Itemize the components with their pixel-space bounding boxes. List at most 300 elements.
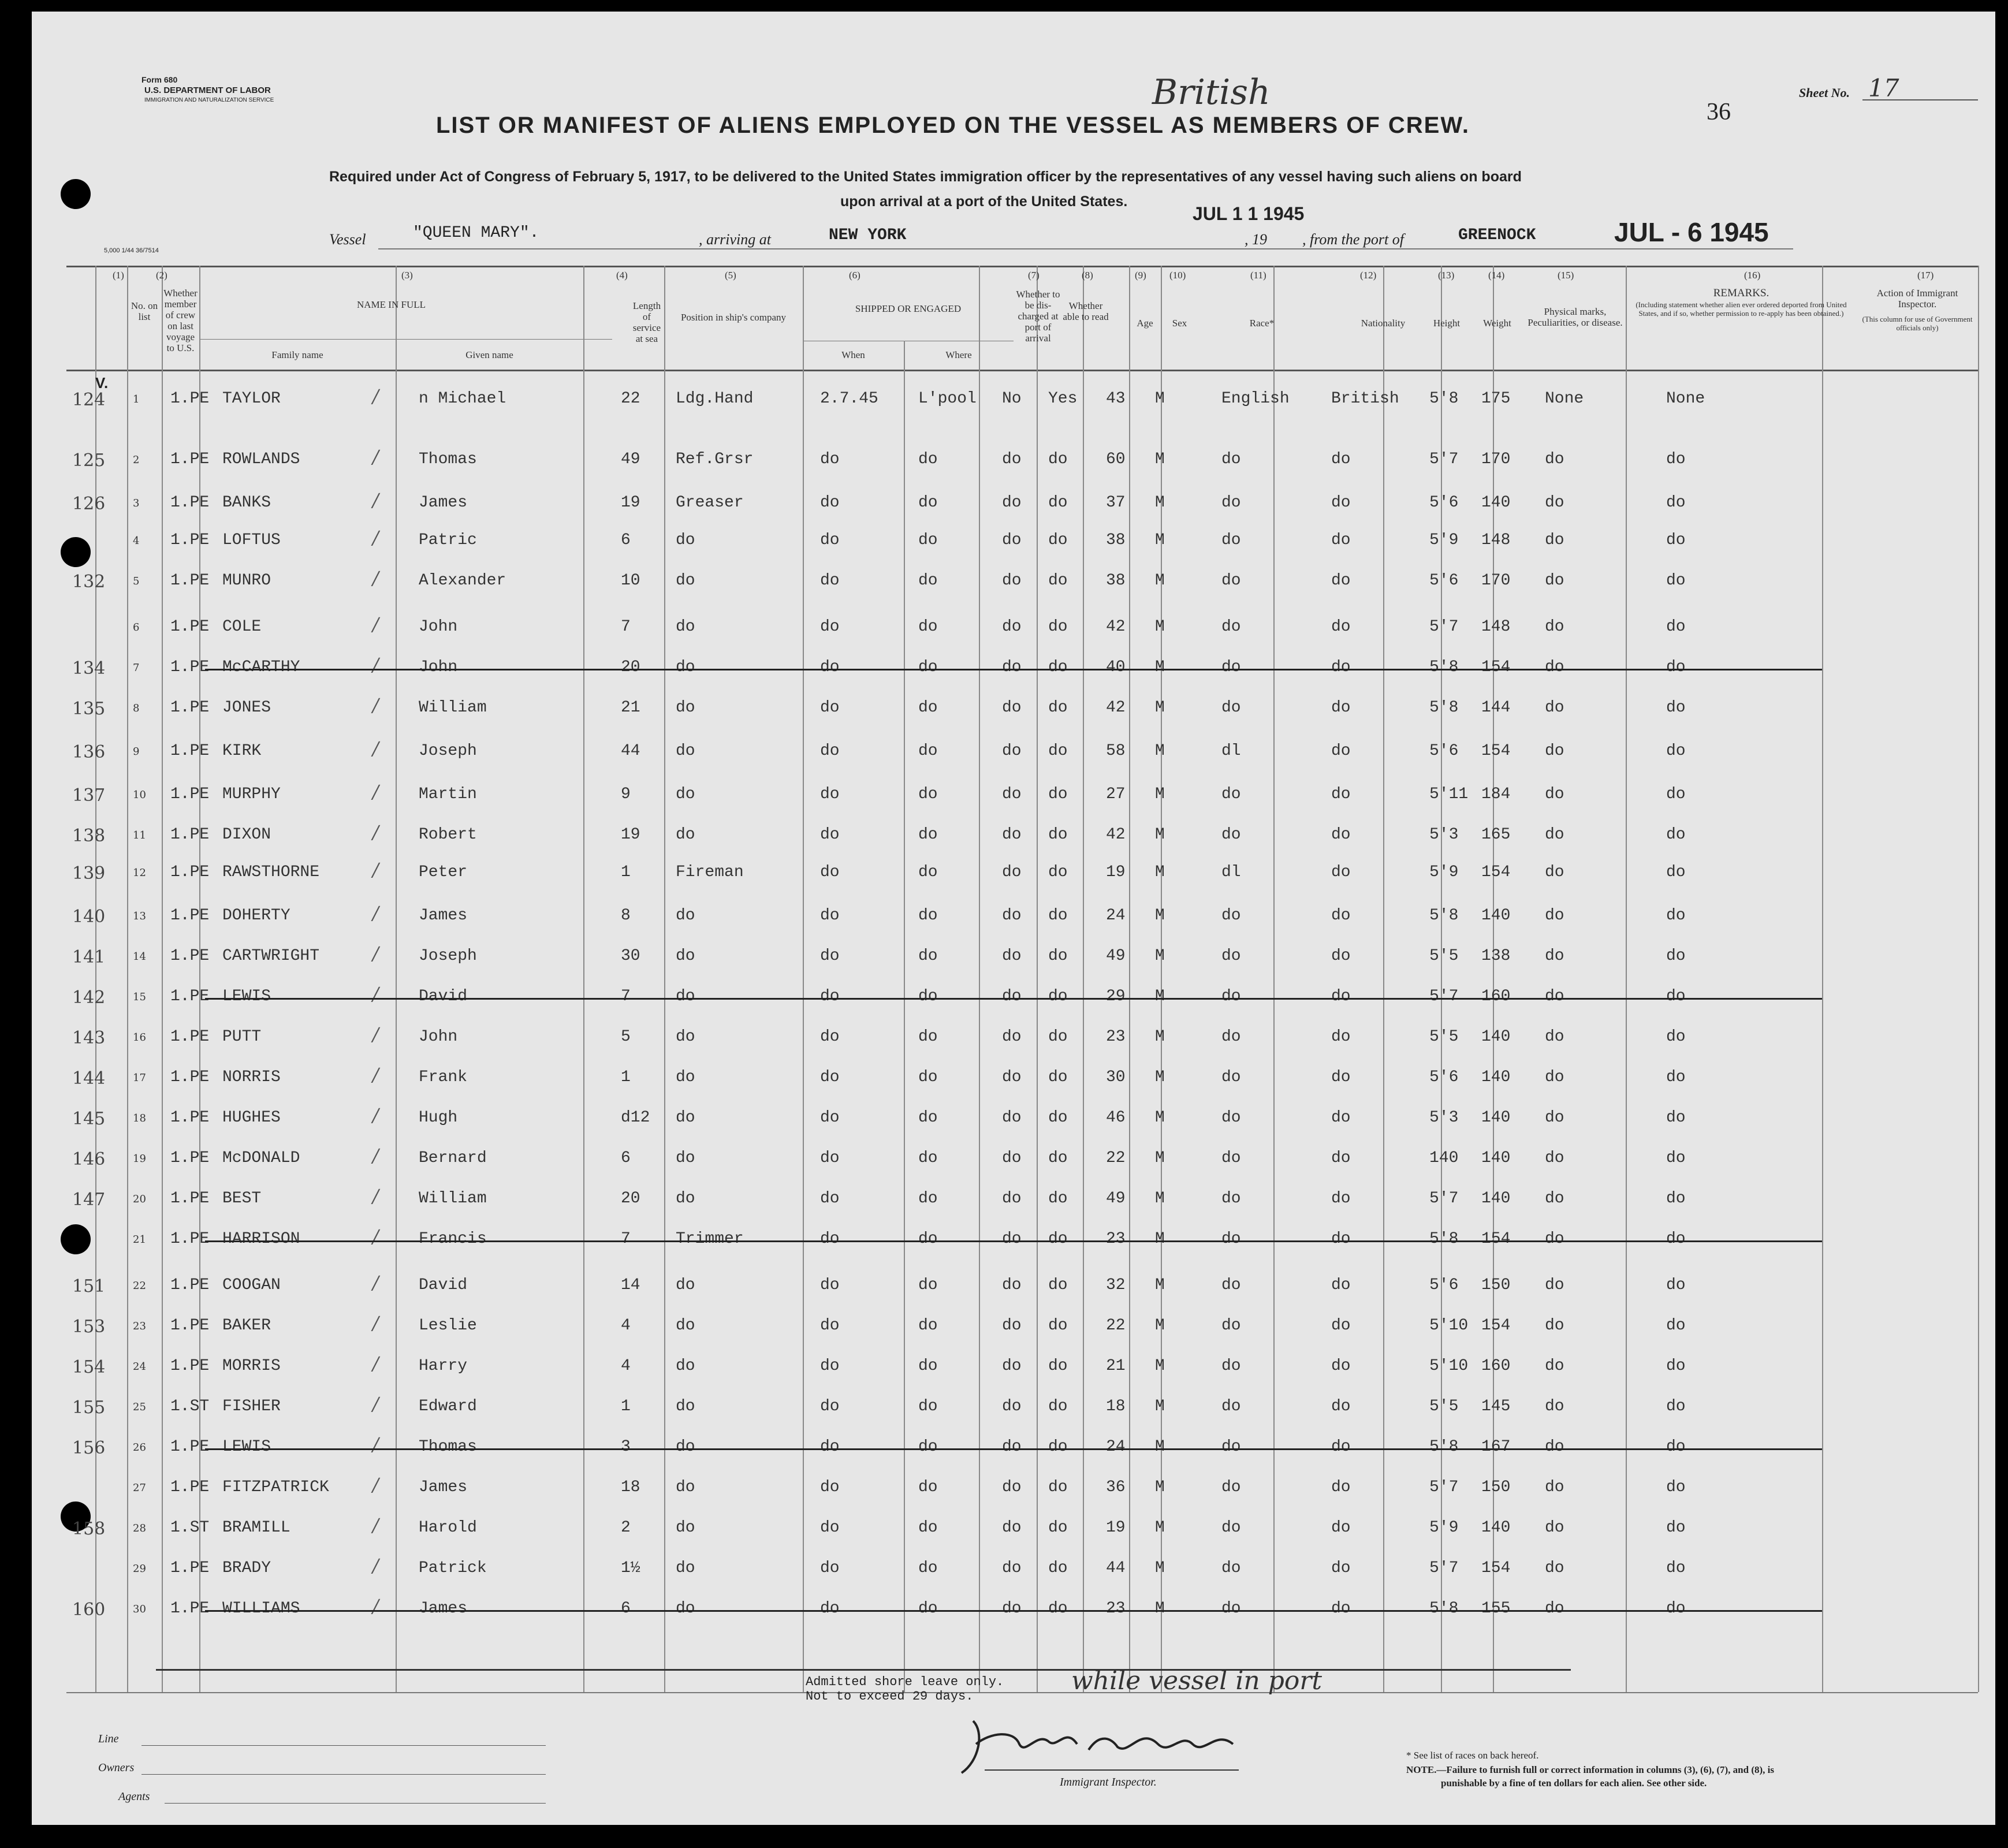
last-voyage-cell: 1.PE — [170, 1068, 210, 1086]
able-to-read-cell: do — [1048, 742, 1068, 760]
list-number: 21 — [133, 1234, 146, 1246]
race-cell: do — [1221, 1068, 1241, 1086]
sex-cell: M — [1155, 1149, 1165, 1167]
able-to-read-cell: do — [1048, 863, 1068, 881]
age-cell: 60 — [1106, 450, 1126, 468]
weight-cell: 160 — [1481, 988, 1511, 1005]
service-length-cell: 1 — [621, 1398, 631, 1415]
able-to-read-cell: do — [1048, 1438, 1068, 1456]
discharged-cell: do — [1002, 618, 1022, 636]
remarks-cell: do — [1666, 907, 1686, 925]
note-line-2: punishable by a fine of ten dollars for each alien. See other side. — [1441, 1778, 1707, 1789]
discharged-cell: do — [1002, 450, 1022, 468]
nationality-cell: do — [1331, 1478, 1351, 1496]
given-name-cell: Joseph — [419, 742, 477, 760]
sheet-ref-number: 151 — [72, 1276, 106, 1296]
check-mark-icon: / — [372, 1514, 379, 1536]
height-cell: 5'7 — [1429, 618, 1459, 636]
given-name-cell: William — [419, 1190, 487, 1208]
col-discharged-header: Whether to be dis-charged at port of arrival — [1016, 289, 1060, 344]
list-number: 11 — [133, 829, 146, 841]
check-mark-icon: / — [372, 1023, 379, 1045]
nationality-cell: do — [1331, 658, 1351, 676]
physical-marks-cell: do — [1545, 785, 1564, 803]
height-cell: 5'6 — [1429, 1068, 1459, 1086]
able-to-read-cell: do — [1048, 1276, 1068, 1294]
height-cell: 5'3 — [1429, 826, 1459, 844]
list-number: 15 — [133, 991, 146, 1003]
punch-hole — [61, 179, 91, 209]
check-mark-icon: / — [372, 1145, 379, 1167]
height-cell: 5'10 — [1429, 1317, 1469, 1335]
given-name-cell: James — [419, 1600, 468, 1618]
check-mark-icon: / — [372, 446, 379, 468]
position-cell: do — [676, 531, 695, 549]
weight-cell: 138 — [1481, 947, 1511, 965]
service-length-cell: 6 — [621, 531, 631, 549]
last-voyage-cell: 1.PE — [170, 988, 210, 1005]
race-cell: do — [1221, 618, 1241, 636]
position-cell: do — [676, 826, 695, 844]
last-voyage-cell: 1.PE — [170, 1438, 210, 1456]
col7-number: (7) — [1028, 270, 1040, 281]
check-mark-icon: / — [372, 1104, 379, 1126]
col12-number: (12) — [1360, 270, 1377, 281]
strike-through-line — [205, 1240, 1822, 1242]
shipped-when-cell: do — [820, 947, 840, 965]
last-voyage-cell: 1.PE — [170, 826, 210, 844]
sex-cell: M — [1155, 1109, 1165, 1127]
requirement-line-1: Required under Act of Congress of February 5, 1917, to be delivered to the United States immigration officer by the representatives of any vessel having such aliens on board — [329, 169, 1522, 185]
remarks-cell: do — [1666, 863, 1686, 881]
sex-cell: M — [1155, 988, 1165, 1005]
service-length-cell: d12 — [621, 1109, 650, 1127]
position-cell: do — [676, 742, 695, 760]
list-number: 22 — [133, 1280, 146, 1292]
able-to-read-cell: do — [1048, 1519, 1068, 1537]
age-cell: 40 — [1106, 658, 1126, 676]
last-voyage-cell: 1.PE — [170, 1190, 210, 1208]
able-to-read-cell: do — [1048, 1317, 1068, 1335]
col8-number: (8) — [1082, 270, 1093, 281]
arriving-port: NEW YORK — [829, 226, 907, 244]
last-voyage-cell: 1.PE — [170, 572, 210, 590]
last-voyage-cell: 1.PE — [170, 1478, 210, 1496]
discharged-cell: do — [1002, 1317, 1022, 1335]
age-cell: 49 — [1106, 947, 1126, 965]
list-number: 7 — [133, 662, 140, 674]
list-number: 2 — [133, 454, 140, 466]
last-voyage-cell: 1.PE — [170, 699, 210, 717]
sheet-ref-number: 141 — [72, 947, 106, 967]
last-voyage-cell: 1.PE — [170, 785, 210, 803]
weight-cell: 155 — [1481, 1600, 1511, 1618]
service-length-cell: 19 — [621, 494, 640, 512]
last-voyage-cell: 1.PE — [170, 947, 210, 965]
height-cell: 5'5 — [1429, 947, 1459, 965]
physical-marks-cell: do — [1545, 1109, 1564, 1127]
service-length-cell: 7 — [621, 1230, 631, 1248]
list-number: 28 — [133, 1522, 146, 1534]
given-name-cell: John — [419, 618, 458, 636]
sheet-number: 17 — [1868, 74, 1899, 102]
family-name-cell: McDONALD — [222, 1149, 300, 1167]
physical-marks-cell: do — [1545, 742, 1564, 760]
family-name-cell: TAYLOR — [222, 390, 281, 408]
given-name-cell: Frank — [419, 1068, 468, 1086]
vessel-label: Vessel — [329, 231, 366, 248]
weight-cell: 148 — [1481, 618, 1511, 636]
discharged-cell: do — [1002, 572, 1022, 590]
weight-cell: 160 — [1481, 1357, 1511, 1375]
race-cell: do — [1221, 1276, 1241, 1294]
family-name-cell: LEWIS — [222, 988, 271, 1005]
position-cell: do — [676, 1149, 695, 1167]
check-mark-icon: / — [372, 821, 379, 843]
age-cell: 58 — [1106, 742, 1126, 760]
col-last-voyage-header: Whether member of crew on last voyage to U.S. — [163, 288, 198, 353]
last-voyage-cell: 1.PE — [170, 1109, 210, 1127]
physical-marks-cell: do — [1545, 1230, 1564, 1248]
remarks-cell: do — [1666, 1028, 1686, 1046]
weight-cell: 140 — [1481, 1190, 1511, 1208]
given-name-cell: James — [419, 907, 468, 925]
check-mark-icon: / — [372, 1393, 379, 1415]
nationality-cell: do — [1331, 1357, 1351, 1375]
position-cell: do — [676, 1068, 695, 1086]
height-cell: 5'6 — [1429, 742, 1459, 760]
race-cell: do — [1221, 1317, 1241, 1335]
able-to-read-cell: do — [1048, 1230, 1068, 1248]
last-voyage-cell: 1.PE — [170, 1149, 210, 1167]
shipped-where-cell: do — [918, 1028, 938, 1046]
discharged-cell: do — [1002, 1519, 1022, 1537]
sex-cell: M — [1155, 572, 1165, 590]
weight-cell: 154 — [1481, 1559, 1511, 1577]
family-name-cell: JONES — [222, 699, 271, 717]
service-length-cell: 20 — [621, 658, 640, 676]
shipped-where-cell: do — [918, 1317, 938, 1335]
height-cell: 5'6 — [1429, 572, 1459, 590]
handwritten-note: while vessel in port — [1071, 1666, 1322, 1696]
physical-marks-cell: do — [1545, 988, 1564, 1005]
shipped-where-cell: do — [918, 907, 938, 925]
given-name-cell: n Michael — [419, 390, 506, 408]
position-cell: do — [676, 1600, 695, 1618]
nationality-cell: do — [1331, 907, 1351, 925]
able-to-read-cell: do — [1048, 1068, 1068, 1086]
physical-marks-cell: do — [1545, 1478, 1564, 1496]
sex-cell: M — [1155, 947, 1165, 965]
given-name-cell: John — [419, 658, 458, 676]
physical-marks-cell: do — [1545, 907, 1564, 925]
physical-marks-cell: do — [1545, 658, 1564, 676]
height-cell: 5'9 — [1429, 1519, 1459, 1537]
weight-cell: 140 — [1481, 907, 1511, 925]
nationality-cell: do — [1331, 531, 1351, 549]
shipped-where-cell: do — [918, 1438, 938, 1456]
age-cell: 24 — [1106, 907, 1126, 925]
shipped-when-cell: do — [820, 618, 840, 636]
sheet-ref-number: 136 — [72, 742, 106, 762]
col1-number: (1) — [113, 270, 124, 281]
agents-label: Agents — [118, 1790, 150, 1803]
list-number: 4 — [133, 535, 140, 547]
family-name-cell: LOFTUS — [222, 531, 281, 549]
age-cell: 46 — [1106, 1109, 1126, 1127]
sheet-ref-number: 135 — [72, 699, 106, 719]
position-cell: do — [676, 658, 695, 676]
shipped-where-cell: do — [918, 742, 938, 760]
last-voyage-cell: 1.PE — [170, 907, 210, 925]
physical-marks-cell: do — [1545, 947, 1564, 965]
col6-number: (6) — [849, 270, 860, 281]
check-mark-icon: / — [372, 1595, 379, 1617]
owners-label: Owners — [98, 1761, 135, 1774]
sheet-ref-number: 154 — [72, 1357, 106, 1377]
check-mark-icon: / — [372, 859, 379, 881]
shore-leave-limit-stamp: Not to exceed 29 days. — [806, 1689, 974, 1704]
given-name-cell: David — [419, 1276, 468, 1294]
sheet-ref-number: 137 — [72, 785, 106, 806]
age-cell: 44 — [1106, 1559, 1126, 1577]
physical-marks-cell: do — [1545, 1149, 1564, 1167]
age-cell: 23 — [1106, 1230, 1126, 1248]
shipped-where-cell: do — [918, 1357, 938, 1375]
service-length-cell: 6 — [621, 1149, 631, 1167]
physical-marks-cell: do — [1545, 1317, 1564, 1335]
shipped-where-cell: L'pool — [918, 390, 977, 408]
shipped-where-cell: do — [918, 1190, 938, 1208]
last-voyage-cell: 1.PE — [170, 618, 210, 636]
check-mark-icon: / — [372, 1185, 379, 1207]
age-cell: 19 — [1106, 863, 1126, 881]
able-to-read-cell: do — [1048, 494, 1068, 512]
nationality-cell: do — [1331, 1230, 1351, 1248]
sheet-ref-number: 144 — [72, 1068, 106, 1089]
col-position-header: Position in ship's company — [680, 312, 787, 323]
race-cell: do — [1221, 450, 1241, 468]
remarks-cell: do — [1666, 1317, 1686, 1335]
race-cell: do — [1221, 1398, 1241, 1415]
shipped-when-cell: do — [820, 1068, 840, 1086]
height-cell: 5'7 — [1429, 1478, 1459, 1496]
shipped-when-cell: do — [820, 658, 840, 676]
height-cell: 5'9 — [1429, 863, 1459, 881]
col-name-header: NAME IN FULL — [357, 299, 426, 310]
sex-cell: M — [1155, 1190, 1165, 1208]
remarks-cell: do — [1666, 1478, 1686, 1496]
family-name-cell: MUNRO — [222, 572, 271, 590]
col-remarks-header: REMARKS. — [1713, 287, 1769, 299]
col9-number: (9) — [1135, 270, 1146, 281]
position-cell: do — [676, 1109, 695, 1127]
requirement-line-2: upon arrival at a port of the United States. — [840, 193, 1128, 210]
weight-cell: 165 — [1481, 826, 1511, 844]
sheet-ref-number: 158 — [72, 1519, 106, 1539]
weight-cell: 140 — [1481, 1028, 1511, 1046]
sex-cell: M — [1155, 1068, 1165, 1086]
sheet-ref-number: 153 — [72, 1317, 106, 1337]
service-length-cell: 14 — [621, 1276, 640, 1294]
page-title: LIST OR MANIFEST OF ALIENS EMPLOYED ON THE VESSEL AS MEMBERS OF CREW. — [436, 113, 1470, 138]
print-code: 5,000 1/44 36/7514 — [104, 247, 159, 254]
sex-cell: M — [1155, 742, 1165, 760]
shipped-when-cell: do — [820, 1600, 840, 1618]
race-cell: do — [1221, 1149, 1241, 1167]
given-name-cell: Patric — [419, 531, 477, 549]
position-cell: do — [676, 1398, 695, 1415]
age-cell: 42 — [1106, 618, 1126, 636]
last-voyage-cell: 1.ST — [170, 1519, 210, 1537]
sheet-label: Sheet No. — [1799, 85, 1850, 100]
discharged-cell: do — [1002, 1398, 1022, 1415]
height-cell: 5'7 — [1429, 1559, 1459, 1577]
list-number: 17 — [133, 1072, 146, 1084]
family-name-cell: FITZPATRICK — [222, 1478, 329, 1496]
age-cell: 29 — [1106, 988, 1126, 1005]
col-given-name-header: Given name — [465, 349, 513, 360]
age-cell: 43 — [1106, 390, 1126, 408]
col-shipped-when-header: When — [841, 349, 865, 360]
check-mark-icon: / — [372, 694, 379, 716]
list-number: 29 — [133, 1563, 146, 1575]
race-cell: do — [1221, 1109, 1241, 1127]
list-number: 13 — [133, 910, 146, 922]
nationality-cell: do — [1331, 450, 1351, 468]
shipped-where-cell: do — [918, 1519, 938, 1537]
given-name-cell: Alexander — [419, 572, 506, 590]
shipped-where-cell: do — [918, 988, 938, 1005]
able-to-read-cell: do — [1048, 572, 1068, 590]
sheet-ref-number: 126 — [72, 494, 106, 514]
position-cell: do — [676, 1190, 695, 1208]
shipped-when-cell: do — [820, 1276, 840, 1294]
last-voyage-cell: 1.PE — [170, 450, 210, 468]
physical-marks-cell: do — [1545, 1559, 1564, 1577]
height-cell: 5'7 — [1429, 450, 1459, 468]
remarks-cell: do — [1666, 826, 1686, 844]
able-to-read-cell: do — [1048, 531, 1068, 549]
races-footnote: * See list of races on back hereof. — [1406, 1750, 1539, 1761]
position-cell: Trimmer — [676, 1230, 744, 1248]
service-length-cell: 44 — [621, 742, 640, 760]
last-voyage-cell: 1.PE — [170, 1276, 210, 1294]
col-race-header: Race* — [1249, 318, 1275, 329]
sex-cell: M — [1155, 390, 1165, 408]
discharged-cell: do — [1002, 1028, 1022, 1046]
shipped-where-cell: do — [918, 618, 938, 636]
nationality-cell: do — [1331, 572, 1351, 590]
race-cell: do — [1221, 988, 1241, 1005]
weight-cell: 170 — [1481, 572, 1511, 590]
nationality-cell: do — [1331, 785, 1351, 803]
check-mark-icon: / — [372, 1555, 379, 1577]
list-number: 20 — [133, 1193, 146, 1205]
col3-number: (3) — [401, 270, 413, 281]
service-length-cell: 10 — [621, 572, 640, 590]
col11-number: (11) — [1250, 270, 1266, 281]
nationality-cell: do — [1331, 699, 1351, 717]
height-cell: 5'5 — [1429, 1398, 1459, 1415]
service-length-cell: 4 — [621, 1317, 631, 1335]
nationality-cell: do — [1331, 988, 1351, 1005]
race-cell: do — [1221, 699, 1241, 717]
position-cell: do — [676, 1028, 695, 1046]
height-cell: 5'8 — [1429, 907, 1459, 925]
shipped-where-cell: do — [918, 1149, 938, 1167]
col-family-name-header: Family name — [271, 349, 323, 360]
col-nationality-header: Nationality — [1361, 318, 1406, 329]
sex-cell: M — [1155, 1357, 1165, 1375]
height-cell: 5'8 — [1429, 1600, 1459, 1618]
given-name-cell: Leslie — [419, 1317, 477, 1335]
family-name-cell: HUGHES — [222, 1109, 281, 1127]
height-cell: 5'8 — [1429, 699, 1459, 717]
nationality-cell: do — [1331, 742, 1351, 760]
discharged-cell: do — [1002, 907, 1022, 925]
arrival-date-stamp: JUL 1 1 1945 — [1193, 203, 1305, 224]
nationality-cell: do — [1331, 947, 1351, 965]
col16-number: (16) — [1744, 270, 1761, 281]
discharged-cell: do — [1002, 1600, 1022, 1618]
remarks-cell: do — [1666, 658, 1686, 676]
shipped-when-cell: do — [820, 1559, 840, 1577]
physical-marks-cell: do — [1545, 1398, 1564, 1415]
age-cell: 36 — [1106, 1478, 1126, 1496]
list-number: 27 — [133, 1482, 146, 1494]
family-name-cell: BEST — [222, 1190, 262, 1208]
able-to-read-cell: do — [1048, 826, 1068, 844]
list-number: 5 — [133, 575, 140, 587]
check-mark-icon: / — [372, 983, 379, 1005]
given-name-cell: Francis — [419, 1230, 487, 1248]
last-voyage-cell: 1.PE — [170, 494, 210, 512]
weight-cell: 144 — [1481, 699, 1511, 717]
race-cell: do — [1221, 785, 1241, 803]
service-length-cell: 1½ — [621, 1559, 640, 1577]
col-physical-marks-header: Physical marks, Peculiarities, or disease. — [1528, 306, 1623, 328]
check-mark-icon: / — [372, 1474, 379, 1496]
list-number: 30 — [133, 1603, 146, 1615]
departure-port: GREENOCK — [1458, 226, 1536, 244]
list-number: 16 — [133, 1031, 146, 1044]
height-cell: 5'6 — [1429, 494, 1459, 512]
last-voyage-cell: 1.PE — [170, 531, 210, 549]
weight-cell: 184 — [1481, 785, 1511, 803]
check-mark-icon: / — [372, 902, 379, 924]
remarks-cell: None — [1666, 390, 1705, 408]
given-name-cell: Martin — [419, 785, 477, 803]
list-number: 25 — [133, 1401, 146, 1413]
sheet-ref-number: 134 — [72, 658, 106, 679]
physical-marks-cell: do — [1545, 450, 1564, 468]
height-cell: 5'7 — [1429, 1190, 1459, 1208]
sex-cell: M — [1155, 907, 1165, 925]
race-cell: do — [1221, 1230, 1241, 1248]
nationality-cell: do — [1331, 618, 1351, 636]
service-length-cell: 1 — [621, 863, 631, 881]
sheet-ref-number: 147 — [72, 1190, 106, 1210]
sex-cell: M — [1155, 1230, 1165, 1248]
age-cell: 22 — [1106, 1317, 1126, 1335]
height-cell: 5'8 — [1429, 658, 1459, 676]
weight-cell: 154 — [1481, 1230, 1511, 1248]
shipped-where-cell: do — [918, 785, 938, 803]
weight-cell: 154 — [1481, 863, 1511, 881]
physical-marks-cell: do — [1545, 1068, 1564, 1086]
sheet-ref-number: 145 — [72, 1109, 106, 1129]
